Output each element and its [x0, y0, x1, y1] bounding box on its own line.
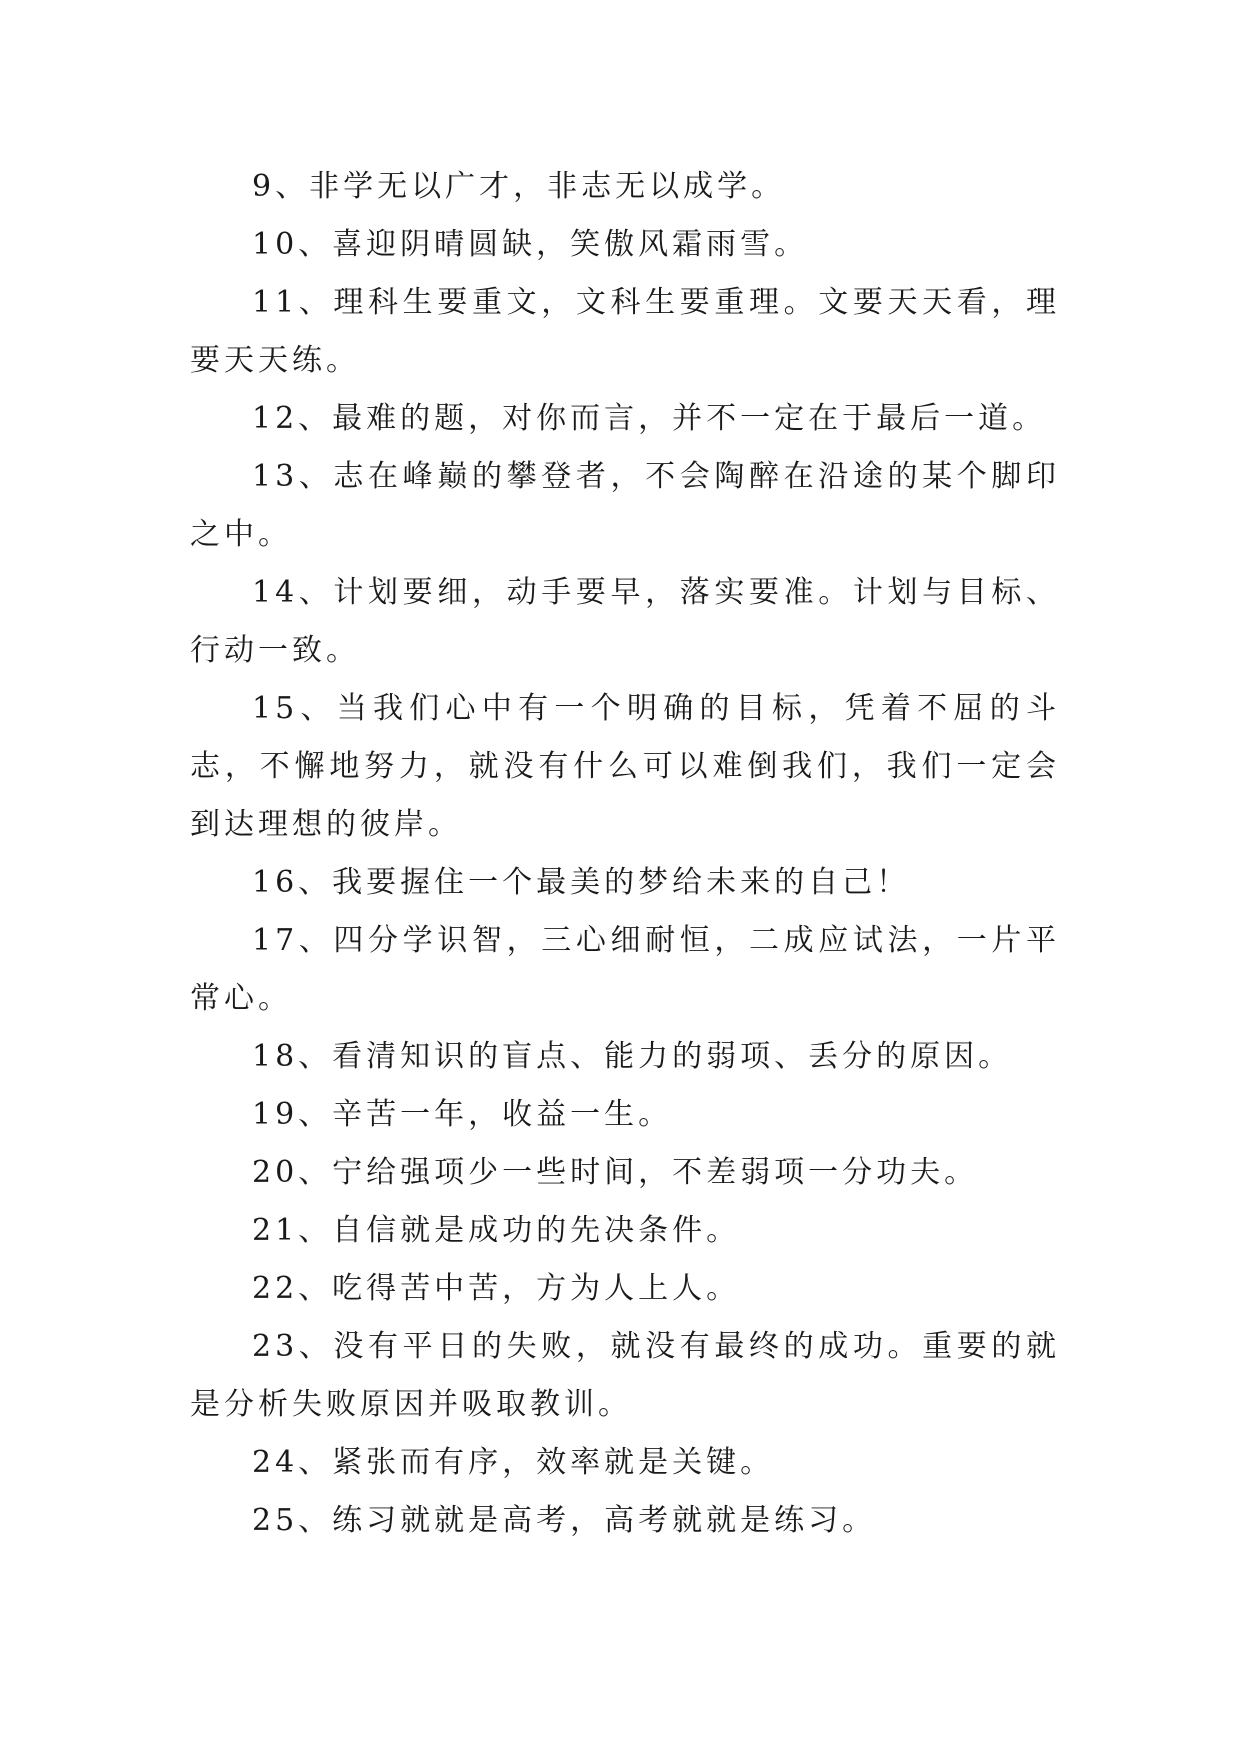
paragraph: 19、辛苦一年，收益一生。: [252, 1097, 673, 1132]
paragraph: 12、最难的题，对你而言，并不一定在于最后一道。: [252, 401, 1047, 436]
paragraph: 16、我要握住一个最美的梦给未来的自己！: [252, 865, 911, 900]
paragraph: 25、练习就就是高考，高考就就是练习。: [252, 1503, 877, 1538]
paragraph: 21、自信就是成功的先决条件。: [252, 1213, 741, 1248]
paragraph: 18、看清知识的盲点、能力的弱项、丢分的原因。: [252, 1039, 1013, 1074]
document-body: [190, 158, 1060, 1550]
paragraph: 14、计划要细，动手要早，落实要准。计划与目标、行动一致。: [190, 575, 1060, 668]
paragraph: 11、理科生要重文，文科生要重理。文要天天看，理要天天练。: [190, 285, 1060, 378]
paragraph: 20、宁给强项少一些时间，不差弱项一分功夫。: [252, 1155, 979, 1190]
paragraph: 10、喜迎阴晴圆缺，笑傲风霜雨雪。: [252, 227, 809, 262]
paragraph: 17、四分学识智，三心细耐恒，二成应试法，一片平常心。: [190, 923, 1060, 1016]
paragraph: 22、吃得苦中苦，方为人上人。: [252, 1271, 741, 1306]
paragraph: 15、当我们心中有一个明确的目标，凭着不屈的斗志，不懈地努力，就没有什么可以难倒我们，我们一定会到达理想的彼岸。: [190, 691, 1060, 842]
paragraph: 13、志在峰巅的攀登者，不会陶醉在沿途的某个脚印之中。: [190, 459, 1060, 552]
paragraph: 9、非学无以广才，非志无以成学。: [252, 169, 786, 204]
paragraph: 23、没有平日的失败，就没有最终的成功。重要的就是分析失败原因并吸取教训。: [190, 1329, 1060, 1422]
paragraph: 24、紧张而有序，效率就是关键。: [252, 1445, 775, 1480]
